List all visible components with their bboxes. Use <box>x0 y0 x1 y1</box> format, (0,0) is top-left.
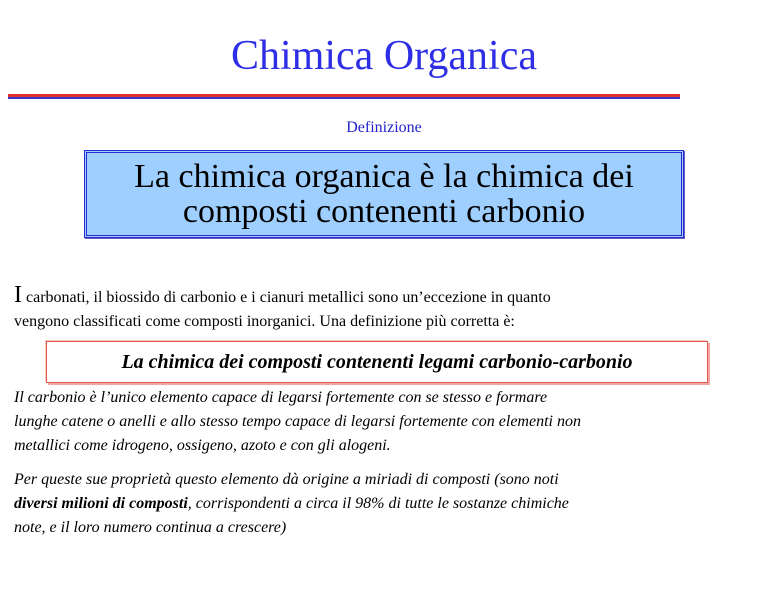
title-divider <box>8 94 680 99</box>
properties-paragraph <box>14 468 734 540</box>
highlight-definition-text: La chimica dei composti contenenti legami carbonio-carbonio <box>121 350 633 373</box>
intro-paragraph <box>14 283 734 334</box>
definition-text <box>134 159 634 229</box>
highlight-definition-box <box>46 341 708 383</box>
intro-line-2: vengono classificati come composti inorganici. Una definizione più corretta è: <box>14 313 515 330</box>
intro-line-1: carbonati, il biossido di carbonio e i cianuri metallici sono un’eccezione in quanto <box>22 289 551 306</box>
properties-line-2-rest: , corrispondenti a circa il 98% di tutte le sostanze chimiche <box>187 495 569 512</box>
properties-line-3: note, e il loro numero continua a crescere) <box>14 519 287 536</box>
carbon-line-3: metallici come idrogeno, ossigeno, azoto e con gli alogeni. <box>14 437 391 454</box>
definition-line-1: La chimica organica è la chimica dei <box>134 158 634 195</box>
properties-line-1: Per queste sue proprietà questo elemento dà origine a miriadi di composti (sono noti <box>14 471 559 488</box>
properties-bold-phrase: diversi milioni di composti <box>14 495 188 512</box>
slide-title: Chimica Organica <box>231 33 537 79</box>
carbon-line-2: lunghe catene o anelli e allo stesso tempo capace di legarsi fortemente con elementi non <box>14 413 581 430</box>
intro-dropcap: I <box>14 282 22 308</box>
carbon-line-1: Il carbonio è l’unico elemento capace di legarsi fortemente con se stesso e formare <box>14 389 548 406</box>
definition-line-2: composti contenenti carbonio <box>182 193 586 230</box>
slide-subtitle: Definizione <box>346 119 422 136</box>
carbon-paragraph <box>14 386 734 458</box>
definition-box <box>84 150 684 238</box>
